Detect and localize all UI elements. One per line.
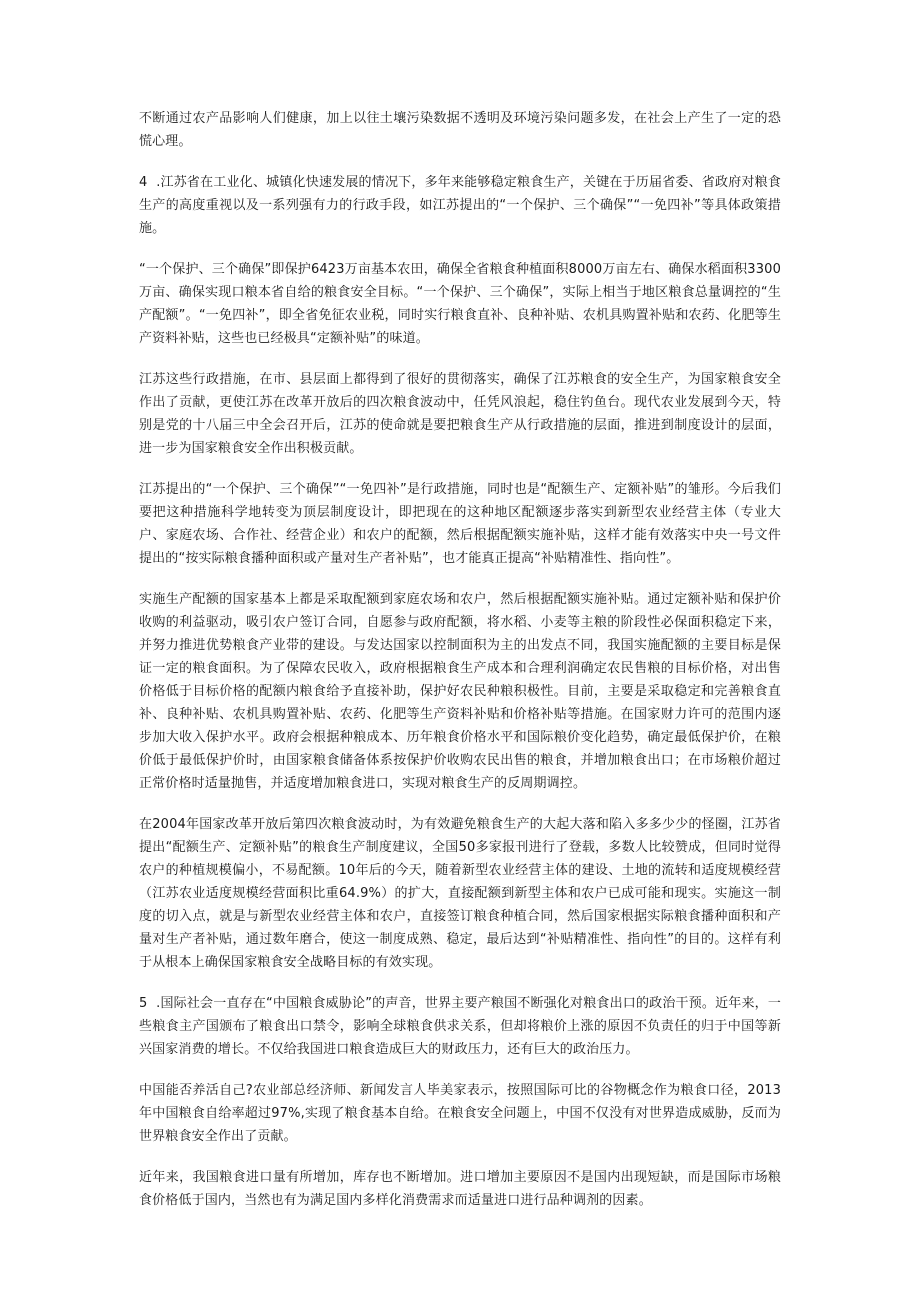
paragraph-7: 在2004年国家改革开放后第四次粮食波动时，为有效避免粮食生产的大起大落和陷入多多少少的怪圈，江苏省提出“配额生产、定额补贴”的粮食生产制度建议，全国50多家报刊进行了登载，多数人比较赞成，但同时觉得农户的种植规模偏小，不易配额。10年后的今天，随着新型农业经营主体的建设、土地的流转和适度规模经营（江苏农业适度规模经营面积比重64.9%）的扩大，直接配额到新型主体和农户已成可能和现实。实施这一制度的切入点，就是与新型农业经营主体和农户，直接签订粮食种植合同，然后国家根据实际粮食播种面积和产量对生产者补贴，通过数年磨合，使这一制度成熟、稳定，最后达到“补贴精准性、指向性”的目的。这样有利于从根本上确保国家粮食安全战略目标的有效实现。 [139, 817, 781, 970]
paragraph-2: 4 .江苏省在工业化、城镇化快速发展的情况下，多年来能够稳定粮食生产，关键在于历届省委、省政府对粮食生产的高度重视以及一系列强有力的行政手段，如江苏提出的“一个保护、三个确保”“一免四补”等具体政策措施。 [139, 175, 781, 236]
paragraph-10: 近年来，我国粮食进口量有所增加，库存也不断增加。进口增加主要原因不是国内出现短缺，而是国际市场粮食价格低于国内，当然也有为满足国内多样化消费需求而适量进口进行品种调剂的因素。 [139, 1170, 781, 1208]
paragraph-4: 江苏这些行政措施，在市、县层面上都得到了很好的贯彻落实，确保了江苏粮食的安全生产，为国家粮食安全作出了贡献，更使江苏在改革开放后的四次粮食波动中，任凭风浪起，稳住钓鱼台。现代农业发展到今天，特别是党的十八届三中全会召开后，江苏的使命就是要把粮食生产从行政措施的层面，推进到制度设计的层面，进一步为国家粮食安全作出积极贡献。 [139, 372, 781, 456]
paragraph-5: 江苏提出的“一个保护、三个确保”“一免四补”是行政措施，同时也是“配额生产、定额补贴”的雏形。今后我们要把这种措施科学地转变为顶层制度设计，即把现在的这种地区配额逐步落实到新型农业经营主体（专业大户、家庭农场、合作社、经营企业）和农户的配额，然后根据配额实施补贴，这样才能有效落实中央一号文件提出的“按实际粮食播种面积或产量对生产者补贴”，也才能真正提高“补贴精准性、指向性”。 [139, 482, 781, 566]
document-body [139, 107, 781, 1230]
paragraph-3: “一个保护、三个确保”即保护6423万亩基本农田，确保全省粮食种植面积8000万亩左右、确保水稻面积3300万亩、确保实现口粮本省自给的粮食安全目标。“一个保护、三个确保”，实际上相当于地区粮食总量调控的“生产配额”。“一免四补”，即全省免征农业税，同时实行粮食直补、良种补贴、农机具购置补贴和农药、化肥等生产资料补贴，这些也已经极具“定额补贴”的味道。 [139, 262, 781, 346]
paragraph-6: 实施生产配额的国家基本上都是采取配额到家庭农场和农户，然后根据配额实施补贴。通过定额补贴和保护价收购的利益驱动，吸引农户签订合同，自愿参与政府配额，将水稻、小麦等主粮的阶段性必保面积稳定下来，并努力推进优势粮食产业带的建设。与发达国家以控制面积为主的出发点不同，我国实施配额的主要目标是保证一定的粮食面积。为了保障农民收入，政府根据粮食生产成本和合理利润确定农民售粮的目标价格，对出售价格低于目标价格的配额内粮食给予直接补助，保护好农民种粮积极性。目前，主要是采取稳定和完善粮食直补、良种补贴、农机具购置补贴、农药、化肥等生产资料补贴和价格补贴等措施。在国家财力许可的范围内逐步加大收入保护水平。政府会根据种粮成本、历年粮食价格水平和国际粮价变化趋势，确定最低保护价，在粮价低于最低保护价时，由国家粮食储备体系按保护价收购农民出售的粮食，并增加粮食出口；在市场粮价超过正常价格时适量抛售，并适度增加粮食进口，实现对粮食生产的反周期调控。 [139, 592, 781, 791]
paragraph-8: 5 .国际社会一直存在“中国粮食威胁论”的声音，世界主要产粮国不断强化对粮食出口的政治干预。近年来，一些粮食主产国颁布了粮食出口禁令，影响全球粮食供求关系，但却将粮价上涨的原因不负责任的归于中国等新兴国家消费的增长。不仅给我国进口粮食造成巨大的财政压力，还有巨大的政治压力。 [139, 996, 781, 1057]
paragraph-9: 中国能否养活自己?农业部总经济师、新闻发言人毕美家表示，按照国际可比的谷物概念作为粮食口径，2013年中国粮食自给率超过97%,实现了粮食基本自给。在粮食安全问题上，中国不仅没有对世界造成威胁，反而为世界粮食安全作出了贡献。 [139, 1083, 781, 1144]
paragraph-1: 不断通过农产品影响人们健康，加上以往土壤污染数据不透明及环境污染问题多发，在社会上产生了一定的恐慌心理。 [139, 111, 781, 149]
